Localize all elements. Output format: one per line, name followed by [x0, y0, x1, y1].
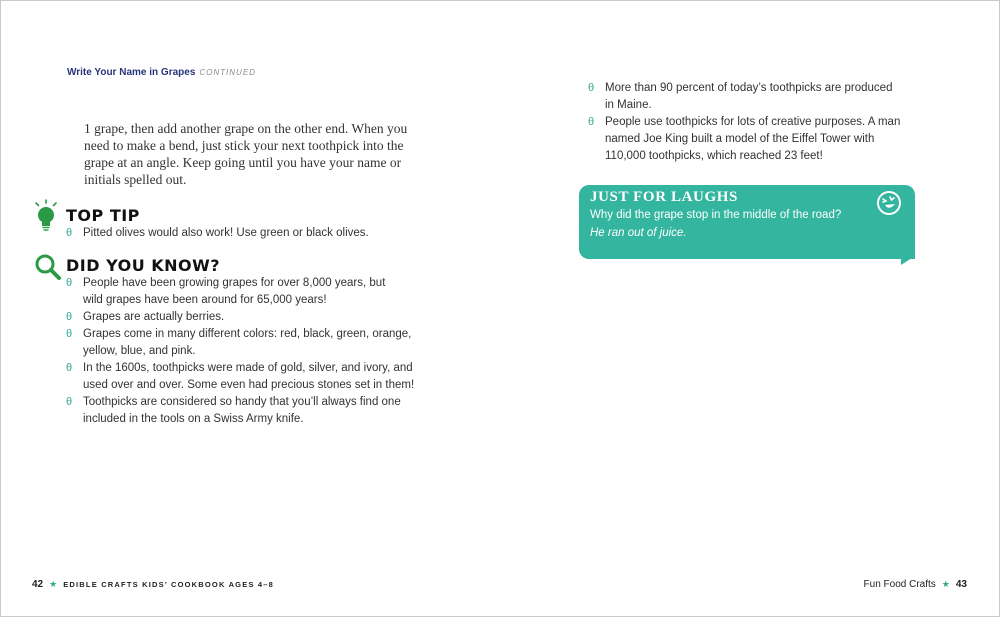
list-item: θ More than 90 percent of today’s toothpicks are produced in Maine. — [588, 82, 893, 111]
bullet-icon: θ — [66, 277, 73, 289]
list-item: θ Toothpicks are considered so handy that you’ll always find one included in the tools on a Swiss Army knife. — [66, 396, 401, 425]
bullet-icon: θ — [66, 328, 73, 340]
laughing-face-icon — [876, 190, 902, 216]
header-title: Write Your Name in Grapes — [67, 67, 196, 78]
intro-line: grape at an angle. Keep going until you have your name or — [84, 155, 402, 170]
intro-line: initials spelled out. — [84, 172, 187, 187]
list-item: θ Grapes come in many different colors: red, black, green, orange, yellow, blue, and pink. — [66, 328, 412, 357]
speech-bubble-tail — [901, 256, 915, 265]
footer-left — [32, 579, 274, 590]
top-tip-heading: TOP TIP — [66, 206, 140, 225]
magnifier-icon — [34, 253, 62, 281]
bullet-icon: θ — [588, 116, 595, 128]
list-item: θ In the 1600s, toothpicks were made of gold, silver, and ivory, and used over and over. Some even had precious stones set in them! — [66, 362, 415, 391]
list-item: θ Pitted olives would also work! Use green or black olives. — [66, 225, 426, 242]
section-title: Fun Food Crafts — [863, 579, 936, 590]
joke-question: Why did the grape stop in the middle of the road? — [590, 209, 842, 221]
just-for-laughs-box — [579, 185, 915, 259]
star-icon: ★ — [49, 579, 58, 589]
header-continued: CONTINUED — [199, 68, 256, 77]
footer-right — [864, 579, 967, 590]
did-you-know-continued-list — [588, 80, 928, 165]
intro-paragraph — [84, 120, 414, 188]
running-header — [67, 67, 256, 78]
page-number-left: 42 — [32, 579, 44, 590]
list-item: θ People have been growing grapes for over 8,000 years, but wild grapes have been around for 65,000 years! — [66, 277, 386, 306]
lightbulb-icon — [33, 199, 59, 233]
intro-line: 1 grape, then add another grape on the other end. When you — [84, 121, 408, 136]
bullet-icon: θ — [66, 311, 73, 323]
bullet-icon: θ — [66, 227, 73, 239]
just-for-laughs-title: JUST FOR LAUGHS — [590, 189, 738, 205]
list-item: θ People use toothpicks for lots of creative purposes. A man named Joe King built a model of the Eiffel Tower with 110,000 toothpicks, which reached 23 feet! — [588, 116, 901, 162]
bullet-icon: θ — [66, 362, 73, 374]
top-tip-list — [66, 225, 426, 242]
list-item: θ Grapes are actually berries. — [66, 309, 426, 326]
star-icon: ★ — [941, 579, 950, 589]
bullet-icon: θ — [588, 82, 595, 94]
page-number-right: 43 — [955, 579, 967, 590]
did-you-know-heading: DID YOU KNOW? — [66, 256, 221, 275]
joke-answer: He ran out of juice. — [590, 227, 687, 239]
book-title: EDIBLE CRAFTS KIDS’ COOKBOOK AGES 4–8 — [63, 580, 275, 589]
intro-line: need to make a bend, just stick your next toothpick into the — [84, 138, 404, 153]
did-you-know-list — [66, 275, 426, 428]
bullet-icon: θ — [66, 396, 73, 408]
